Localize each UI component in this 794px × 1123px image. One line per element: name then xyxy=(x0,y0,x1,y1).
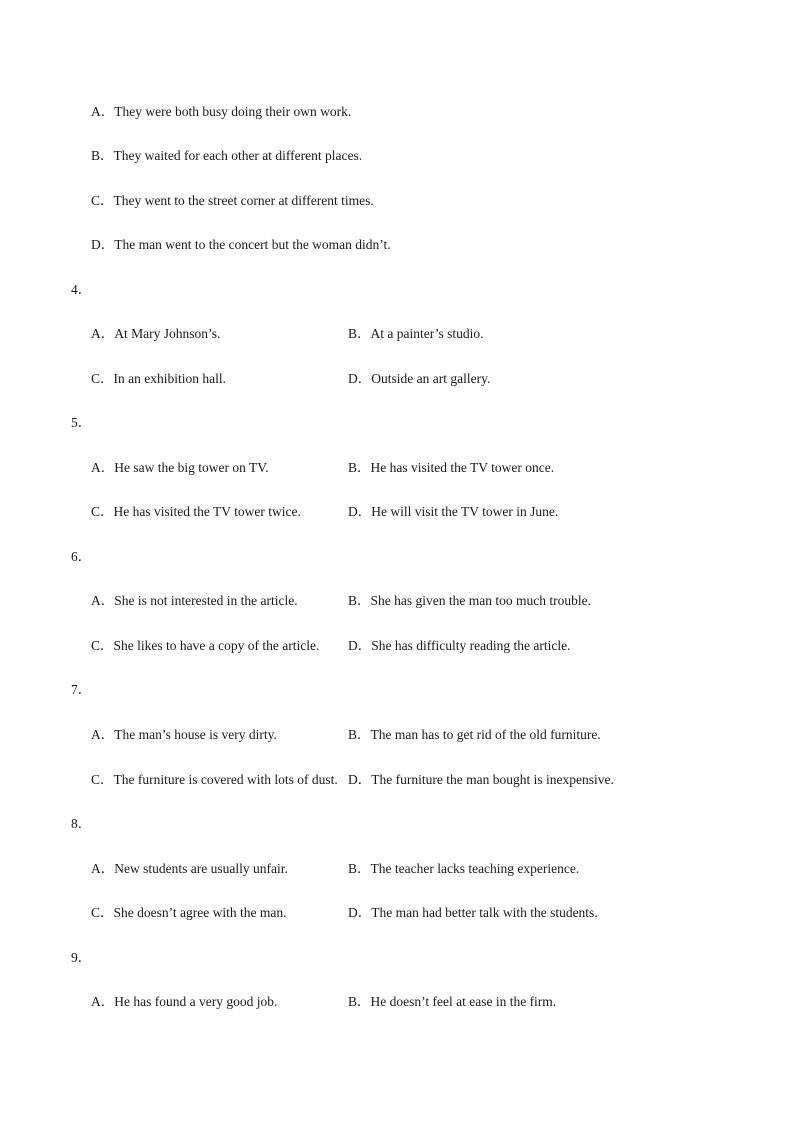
q4-option-b: B．At a painter’s studio. xyxy=(348,326,484,341)
q5-option-b: B．He has visited the TV tower once. xyxy=(348,460,555,475)
q9-option-a: A．He has found a very good job. xyxy=(91,994,278,1009)
q9-number: 9． xyxy=(71,950,92,965)
q8-option-b: B．The teacher lacks teaching experience. xyxy=(348,861,580,876)
q7-option-d: D．The furniture the man bought is inexpensive. xyxy=(348,772,614,787)
q8-option-c: C．She doesn’t agree with the man. xyxy=(91,905,287,920)
q3-option-b: B．They waited for each other at different places. xyxy=(91,148,363,163)
q4-option-a: A．At Mary Johnson’s. xyxy=(91,326,221,341)
q6-option-b: B．She has given the man too much trouble. xyxy=(348,593,591,608)
q6-number: 6． xyxy=(71,549,92,564)
q4-number: 4． xyxy=(71,282,92,297)
q7-option-a: A．The man’s house is very dirty. xyxy=(91,727,277,742)
q8-option-a: A．New students are usually unfair. xyxy=(91,861,288,876)
q7-option-b: B．The man has to get rid of the old furniture. xyxy=(348,727,601,742)
q5-option-a: A．He saw the big tower on TV. xyxy=(91,460,269,475)
q4-option-d: D．Outside an art gallery. xyxy=(348,371,491,386)
q6-option-a: A．She is not interested in the article. xyxy=(91,593,298,608)
q8-number: 8． xyxy=(71,816,92,831)
q4-option-c: C．In an exhibition hall. xyxy=(91,371,226,386)
q8-option-d: D．The man had better talk with the students. xyxy=(348,905,598,920)
q9-option-b: B．He doesn’t feel at ease in the firm. xyxy=(348,994,557,1009)
q6-option-d: D．She has difficulty reading the article. xyxy=(348,638,571,653)
q7-number: 7． xyxy=(71,682,92,697)
q7-option-c: C．The furniture is covered with lots of dust. xyxy=(91,772,338,787)
q3-option-a: A．They were both busy doing their own work. xyxy=(91,104,352,119)
q5-number: 5． xyxy=(71,415,92,430)
q5-option-d: D．He will visit the TV tower in June. xyxy=(348,504,559,519)
q3-option-d: D．The man went to the concert but the woman didn’t. xyxy=(91,237,391,252)
q3-option-c: C．They went to the street corner at different times. xyxy=(91,193,374,208)
q6-option-c: C．She likes to have a copy of the article. xyxy=(91,638,320,653)
q5-option-c: C．He has visited the TV tower twice. xyxy=(91,504,301,519)
